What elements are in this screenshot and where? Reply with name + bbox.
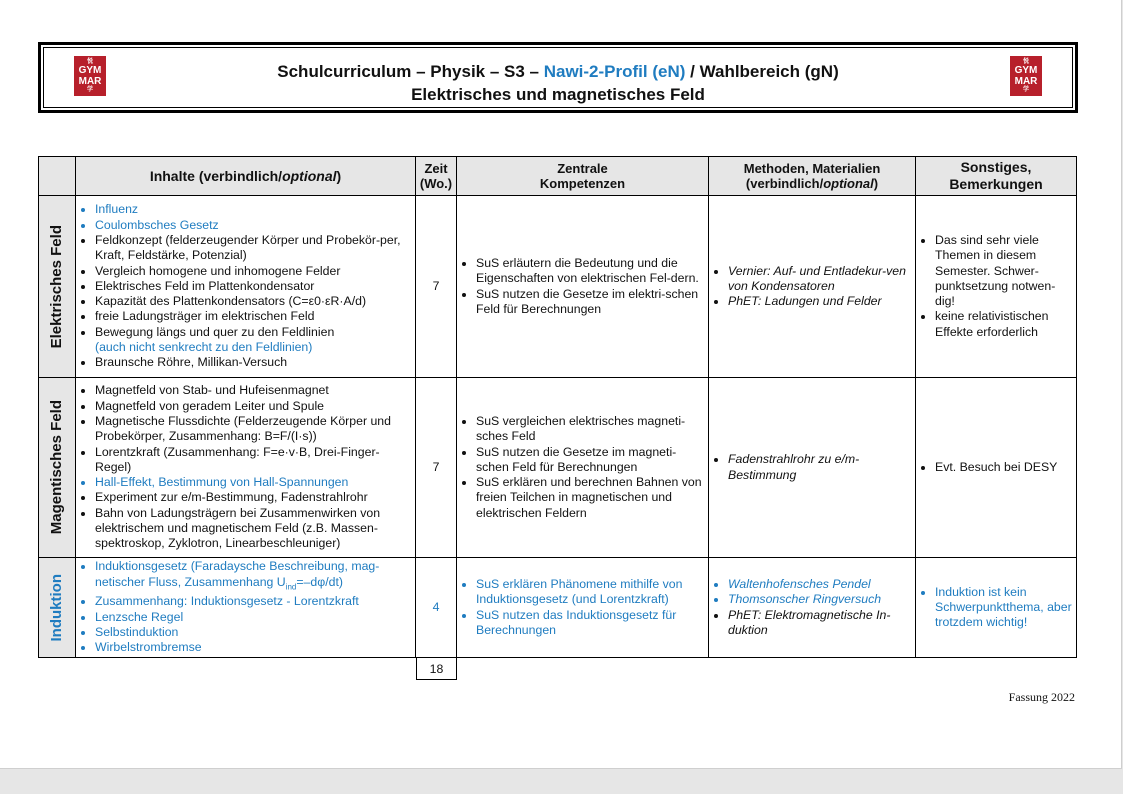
- header-methoden: [709, 157, 916, 196]
- zeit-cell: 7: [416, 378, 457, 558]
- list-item: • Induktion ist kein Schwerpunktthema, aber trotzdem wichtig!: [935, 585, 1072, 631]
- list-item: • Evt. Besuch bei DESY: [935, 460, 1072, 475]
- header-methoden-italic: optional: [823, 176, 874, 191]
- list-item: • Waltenhofensches Pendel: [728, 577, 911, 592]
- header-zeit: [416, 157, 457, 196]
- list-item: • PhET: Elektromagnetische In-duktion: [728, 608, 911, 639]
- list-item-text: Bewegung längs und quer zu den Feldlinien: [95, 324, 335, 339]
- list-item: • SuS erklären und berechnen Bahnen von freien Teilchen in magnetischen und elektrischen Feldern: [476, 475, 704, 521]
- title-profile: Nawi-2-Profil (eN): [543, 62, 686, 81]
- table-row-elektrisches-feld: [39, 196, 1077, 378]
- methoden-cell: [709, 378, 916, 558]
- list-item: • SuS erläutern die Bedeutung und die Eigenschaften von elektrischen Fel-dern.: [476, 256, 704, 287]
- list-item: • SuS nutzen das Induktionsgesetz für Berechnungen: [476, 608, 704, 639]
- list-item: • keine relativistischen Effekte erforderlich: [935, 309, 1072, 340]
- list-item: • Braunsche Röhre, Millikan-Versuch: [95, 355, 411, 370]
- header-inhalte-end: ): [336, 167, 342, 184]
- list-item: • Das sind sehr viele Themen in diesem Semester. Schwer-punktsetzung notwen-dig!: [935, 233, 1072, 309]
- header-sonstiges: [916, 157, 1077, 196]
- section-label: Elektrisches Feld: [48, 224, 66, 349]
- list-item: • SuS nutzen die Gesetze im magneti-schen Feld für Berechnungen: [476, 445, 704, 476]
- list-item: • Lenzsche Regel: [95, 610, 411, 625]
- list-item: [95, 559, 411, 594]
- list-item: • Magnetische Flussdichte (Felderzeugende Körper und Probekörper, Zusammenhang: B=F/(I·s)): [95, 414, 411, 445]
- document-subtitle: Elektrisches und magnetisches Feld: [411, 85, 705, 104]
- header-sonstiges-2: Bemerkungen: [949, 176, 1043, 192]
- list-item: • Magnetfeld von Stab- und Hufeisenmagnet: [95, 383, 411, 398]
- header-kompetenzen: [457, 157, 709, 196]
- header-methoden-end: ): [873, 176, 879, 191]
- kompetenzen-cell: [457, 196, 709, 378]
- header-zeit-unit: (Wo.): [419, 176, 453, 191]
- section-label: Magentisches Feld: [48, 400, 66, 535]
- header-sonstiges-1: Sonstiges,: [960, 159, 1032, 175]
- list-item: • Vergleich homogene und inhomogene Felder: [95, 264, 411, 279]
- methoden-cell: [709, 558, 916, 658]
- total-weeks: 18: [416, 658, 457, 680]
- list-item: • Zusammenhang: Induktionsgesetz - Lorentzkraft: [95, 594, 411, 609]
- methoden-cell: [709, 196, 916, 378]
- list-item: [95, 325, 411, 356]
- logo-text-1: GYM: [1014, 65, 1038, 76]
- list-item: • Hall-Effekt, Bestimmung von Hall-Spannungen: [95, 475, 411, 490]
- table-header-row: [39, 157, 1077, 196]
- title-part-2: / Wahlbereich (gN): [685, 62, 839, 81]
- zeit-cell: 7: [416, 196, 457, 378]
- inhalte-cell: [76, 378, 416, 558]
- table-row-induktion: [39, 558, 1077, 658]
- list-item: • freie Ladungsträger im elektrischen Feld: [95, 309, 411, 324]
- kompetenzen-cell: [457, 558, 709, 658]
- list-item: • Bahn von Ladungsträgern bei Zusammenwirken von elektrischem und magnetischem Feld (z.B. Massen-spektroskop, Zyklotron, Linearbeschleuniger): [95, 506, 411, 552]
- list-item: • SuS nutzen die Gesetze im elektri-schen Feld für Berechnungen: [476, 287, 704, 318]
- header-inhalte: [76, 157, 416, 196]
- section-label-cell: [39, 558, 76, 658]
- table-row-magnetisches-feld: [39, 378, 1077, 558]
- header-inhalte-italic: optional: [282, 167, 337, 184]
- logo-text-2: MAR: [78, 76, 102, 87]
- section-label-cell: [39, 378, 76, 558]
- viewer-background: [0, 769, 1123, 794]
- list-item: • Lorentzkraft (Zusammenhang: F=e·v·B, Drei-Finger-Regel): [95, 445, 411, 476]
- inhalte-cell: [76, 558, 416, 658]
- kompetenzen-cell: [457, 378, 709, 558]
- list-item: • Selbstinduktion: [95, 625, 411, 640]
- title-box: [38, 42, 1078, 113]
- inhalte-cell: [76, 196, 416, 378]
- list-item: • SuS erklären Phänomene mithilfe von Induktionsgesetz (und Lorentzkraft): [476, 577, 704, 608]
- list-item: • Feldkonzept (felderzeugender Körper und Probekör-per, Kraft, Feldstärke, Potenzial): [95, 233, 411, 264]
- version-note: Fassung 2022: [1008, 690, 1075, 704]
- school-logo-right: 悦 GYM MAR 学: [1010, 56, 1042, 96]
- sonstiges-cell: [916, 558, 1077, 658]
- list-item: • Wirbelstrombremse: [95, 640, 411, 655]
- section-label-cell: [39, 196, 76, 378]
- logo-text-1: GYM: [78, 65, 102, 76]
- subscript-ind: ind: [285, 582, 297, 592]
- header-kompetenzen-1: Zentrale: [557, 161, 608, 176]
- header-corner: [39, 157, 76, 196]
- list-item: • SuS vergleichen elektrisches magneti-sches Feld: [476, 414, 704, 445]
- list-item: • Thomsonscher Ringversuch: [728, 592, 911, 607]
- header-kompetenzen-2: Kompetenzen: [539, 176, 626, 191]
- list-item: • Kapazität des Plattenkondensators (C=ε0·εR·A/d): [95, 294, 411, 309]
- list-item: • Magnetfeld von geradem Leiter und Spule: [95, 399, 411, 414]
- title-box-inner: [43, 47, 1073, 108]
- list-item: • Influenz: [95, 202, 411, 217]
- list-item: • Coulombsches Gesetz: [95, 218, 411, 233]
- sonstiges-cell: [916, 378, 1077, 558]
- list-item-optional: (auch nicht senkrecht zu den Feldlinien): [95, 340, 313, 355]
- header-methoden-1: Methoden, Materialien: [743, 161, 881, 176]
- list-item: • Experiment zur e/m-Bestimmung, Fadenstrahlrohr: [95, 490, 411, 505]
- header-inhalte-text: Inhalte (verbindlich/: [149, 167, 283, 184]
- list-item: • Elektrisches Feld im Plattenkondensator: [95, 279, 411, 294]
- list-item: • Vernier: Auf- und Entladekur-ven von Kondensatoren: [728, 264, 911, 295]
- section-label: Induktion: [48, 573, 66, 642]
- school-logo-left: 悦 GYM MAR 学: [74, 56, 106, 96]
- logo-text-2: MAR: [1014, 76, 1038, 87]
- header-zeit-text: Zeit: [424, 161, 448, 176]
- zeit-cell: 4: [416, 558, 457, 658]
- sonstiges-cell: [916, 196, 1077, 378]
- header-methoden-2: (verbindlich/: [745, 176, 824, 191]
- list-item: • PhET: Ladungen und Felder: [728, 294, 911, 309]
- title-part-1: Schulcurriculum – Physik – S3 –: [277, 62, 544, 81]
- document-title: [44, 62, 1072, 82]
- list-item-text-end: =–dφ/dt): [296, 574, 343, 589]
- list-item-text: Induktionsgesetz (Faradaysche Beschreibung, mag-netischer Fluss, Zusammenhang U: [95, 559, 380, 589]
- curriculum-table: [38, 156, 1077, 658]
- list-item: • Fadenstrahlrohr zu e/m-Bestimmung: [728, 452, 911, 483]
